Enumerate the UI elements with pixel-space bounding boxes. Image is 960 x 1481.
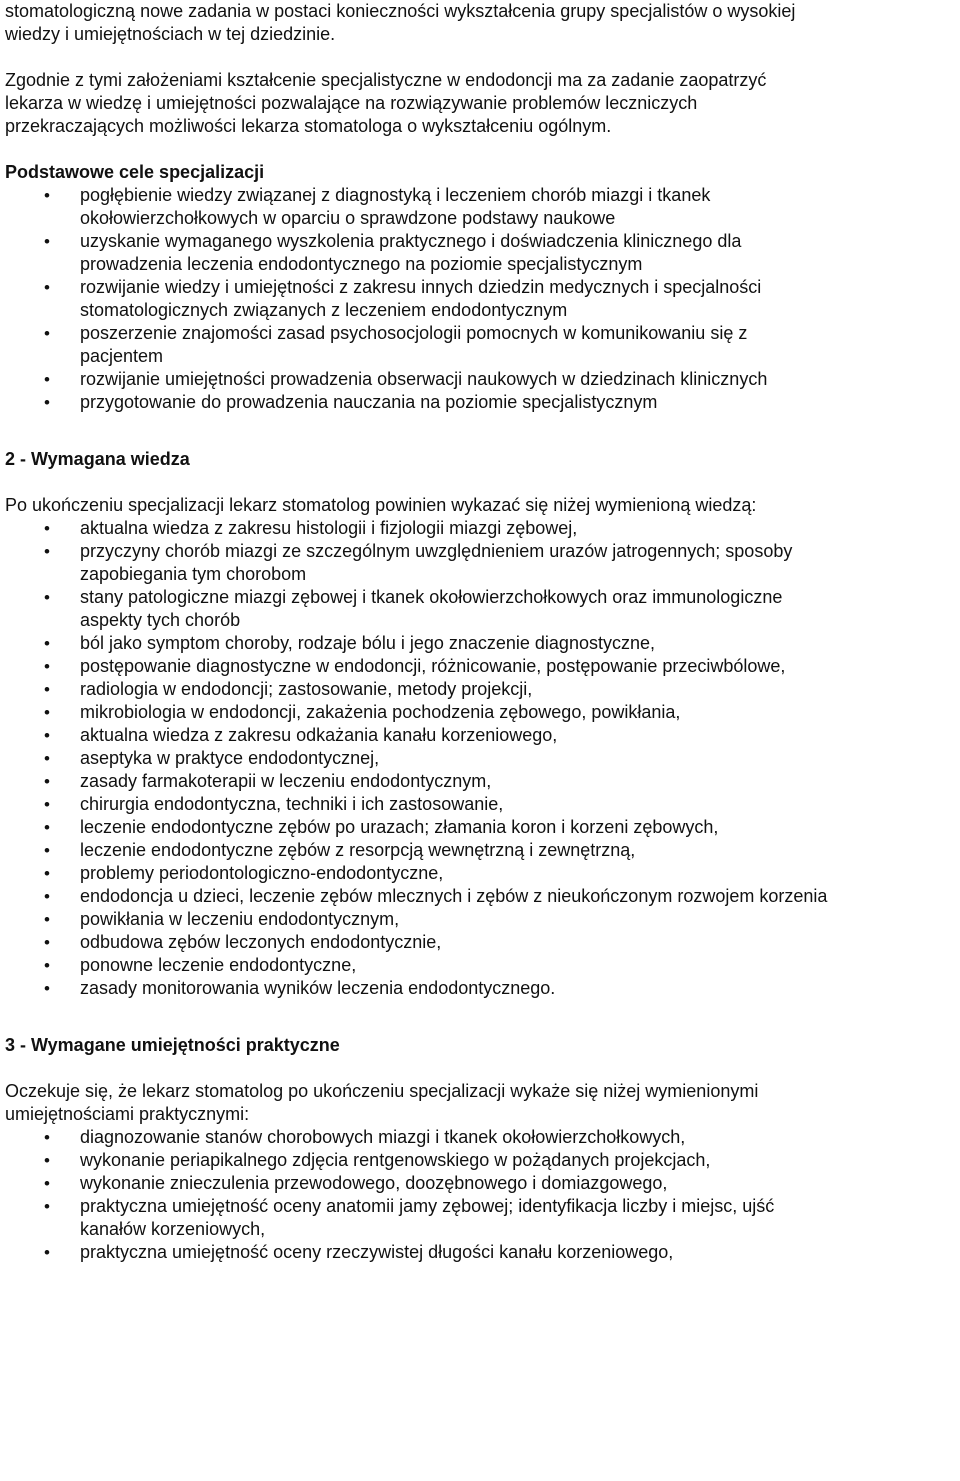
list-item [5, 678, 955, 701]
bullet-icon: • [44, 393, 50, 412]
list-item [5, 908, 955, 931]
goals-heading: Podstawowe cele specjalizacji [5, 162, 265, 182]
list-item [5, 770, 955, 793]
bullet-icon: • [44, 703, 50, 722]
bullet-icon: • [44, 186, 50, 205]
goals-list [5, 184, 955, 414]
list-item-text: ból jako symptom choroby, rodzaje bólu i jego znaczenie diagnostyczne, [80, 633, 655, 653]
bullet-icon: • [44, 519, 50, 538]
bullet-icon: • [44, 841, 50, 860]
bullet-icon: • [44, 772, 50, 791]
list-item [5, 816, 955, 839]
list-item-text: aseptyka w praktyce endodontycznej, [80, 748, 380, 768]
list-item [5, 1149, 955, 1172]
bullet-icon: • [44, 657, 50, 676]
bullet-icon: • [44, 1174, 50, 1193]
list-item [5, 184, 955, 230]
bullet-icon: • [44, 634, 50, 653]
bullet-icon: • [44, 1197, 50, 1216]
list-item-text: aktualna wiedza z zakresu histologii i fizjologii miazgi zębowej, [80, 518, 578, 538]
list-item-text: zasady monitorowania wyników leczenia endodontycznego. [80, 978, 556, 998]
list-item-text: aktualna wiedza z zakresu odkażania kanału korzeniowego, [80, 725, 558, 745]
list-item-text: zasady farmakoterapii w leczeniu endodontycznym, [80, 771, 492, 791]
list-item [5, 391, 955, 414]
list-item [5, 954, 955, 977]
bullet-icon: • [44, 887, 50, 906]
bullet-icon: • [44, 324, 50, 343]
list-item [5, 1241, 955, 1264]
knowledge-heading: 2 - Wymagana wiedza [5, 449, 190, 469]
bullet-icon: • [44, 956, 50, 975]
list-item [5, 885, 955, 908]
bullet-icon: • [44, 818, 50, 837]
list-item-text: przyczyny chorób miazgi ze szczególnym uwzględnieniem urazów jatrogennych; sposoby zapobiegania tym chorobom [80, 541, 793, 584]
skills-intro: Oczekuje się, że lekarz stomatolog po ukończeniu specjalizacji wykaże się niżej wymienionymi umiejętnościami praktycznymi: [5, 1081, 759, 1124]
list-item [5, 747, 955, 770]
list-item-text: diagnozowanie stanów chorobowych miazgi i tkanek okołowierzchołkowych, [80, 1127, 686, 1147]
list-item [5, 793, 955, 816]
list-item [5, 1126, 955, 1149]
list-item [5, 230, 955, 276]
bullet-icon: • [44, 370, 50, 389]
skills-heading: 3 - Wymagane umiejętności praktyczne [5, 1035, 340, 1055]
bullet-icon: • [44, 864, 50, 883]
bullet-icon: • [44, 979, 50, 998]
list-item-text: odbudowa zębów leczonych endodontycznie, [80, 932, 442, 952]
knowledge-list [5, 517, 955, 1000]
list-item-text: postępowanie diagnostyczne w endodoncji, różnicowanie, postępowanie przeciwbólowe, [80, 656, 786, 676]
goals-paragraph: Zgodnie z tymi założeniami kształcenie specjalistyczne w endodoncji ma za zadanie zaopatrzyć lekarza w wiedzę i umiejętności pozwalające na rozwiązywanie problemów leczniczych przekraczających możliwości lekarza stomatologa o wykształceniu ogólnym. [5, 70, 767, 136]
list-item-text: mikrobiologia w endodoncji, zakażenia pochodzenia zębowego, powikłania, [80, 702, 681, 722]
bullet-icon: • [44, 933, 50, 952]
list-item [5, 517, 955, 540]
bullet-icon: • [44, 278, 50, 297]
bullet-icon: • [44, 680, 50, 699]
list-item [5, 1195, 955, 1241]
list-item [5, 839, 955, 862]
list-item-text: wykonanie periapikalnego zdjęcia rentgenowskiego w pożądanych projekcjach, [80, 1150, 711, 1170]
bullet-icon: • [44, 1243, 50, 1262]
list-item [5, 586, 955, 632]
document-page [5, 0, 955, 1264]
list-item [5, 1172, 955, 1195]
list-item-text: rozwijanie umiejętności prowadzenia obserwacji naukowych w dziedzinach klinicznych [80, 369, 768, 389]
list-item [5, 655, 955, 678]
list-item-text: endodoncja u dzieci, leczenie zębów mlecznych i zębów z nieukończonym rozwojem korzenia [80, 886, 828, 906]
bullet-icon: • [44, 910, 50, 929]
list-item-text: pogłębienie wiedzy związanej z diagnostyką i leczeniem chorób miazgi i tkanek okołowierzchołkowych w oparciu o sprawdzone podstawy naukowe [80, 185, 711, 228]
list-item-text: praktyczna umiejętność oceny anatomii jamy zębowej; identyfikacja liczby i miejsc, ujść kanałów korzeniowych, [80, 1196, 775, 1239]
list-item-text: stany patologiczne miazgi zębowej i tkanek okołowierzchołkowych oraz immunologiczne aspekty tych chorób [80, 587, 783, 630]
list-item [5, 977, 955, 1000]
bullet-icon: • [44, 588, 50, 607]
list-item [5, 862, 955, 885]
list-item-text: problemy periodontologiczno-endodontyczne, [80, 863, 444, 883]
list-item-text: leczenie endodontyczne zębów z resorpcją wewnętrzną i zewnętrzną, [80, 840, 636, 860]
list-item [5, 701, 955, 724]
bullet-icon: • [44, 232, 50, 251]
knowledge-intro: Po ukończeniu specjalizacji lekarz stomatolog powinien wykazać się niżej wymienioną wiedzą: [5, 495, 757, 515]
list-item [5, 276, 955, 322]
list-item-text: chirurgia endodontyczna, techniki i ich zastosowanie, [80, 794, 504, 814]
list-item [5, 931, 955, 954]
list-item-text: radiologia w endodoncji; zastosowanie, metody projekcji, [80, 679, 533, 699]
list-item [5, 368, 955, 391]
bullet-icon: • [44, 1151, 50, 1170]
list-item-text: leczenie endodontyczne zębów po urazach; złamania koron i korzeni zębowych, [80, 817, 719, 837]
bullet-icon: • [44, 726, 50, 745]
list-item-text: uzyskanie wymaganego wyszkolenia praktycznego i doświadczenia klinicznego dla prowadzenia leczenia endodontycznego na poziomie specjalistycznym [80, 231, 742, 274]
list-item-text: powikłania w leczeniu endodontycznym, [80, 909, 400, 929]
list-item [5, 540, 955, 586]
intro-paragraph: stomatologiczną nowe zadania w postaci konieczności wykształcenia grupy specjalistów o wysokiej wiedzy i umiejętnościach w tej dziedzinie. [5, 1, 796, 44]
list-item-text: poszerzenie znajomości zasad psychosocjologii pomocnych w komunikowaniu się z pacjentem [80, 323, 748, 366]
list-item-text: praktyczna umiejętność oceny rzeczywistej długości kanału korzeniowego, [80, 1242, 674, 1262]
bullet-icon: • [44, 1128, 50, 1147]
bullet-icon: • [44, 749, 50, 768]
list-item [5, 632, 955, 655]
list-item [5, 322, 955, 368]
list-item-text: przygotowanie do prowadzenia nauczania na poziomie specjalistycznym [80, 392, 658, 412]
list-item-text: wykonanie znieczulenia przewodowego, doozębnowego i domiazgowego, [80, 1173, 668, 1193]
bullet-icon: • [44, 542, 50, 561]
list-item-text: ponowne leczenie endodontyczne, [80, 955, 357, 975]
skills-list [5, 1126, 955, 1264]
bullet-icon: • [44, 795, 50, 814]
list-item [5, 724, 955, 747]
list-item-text: rozwijanie wiedzy i umiejętności z zakresu innych dziedzin medycznych i specjalności stomatologicznych związanych z leczeniem endodontycznym [80, 277, 762, 320]
